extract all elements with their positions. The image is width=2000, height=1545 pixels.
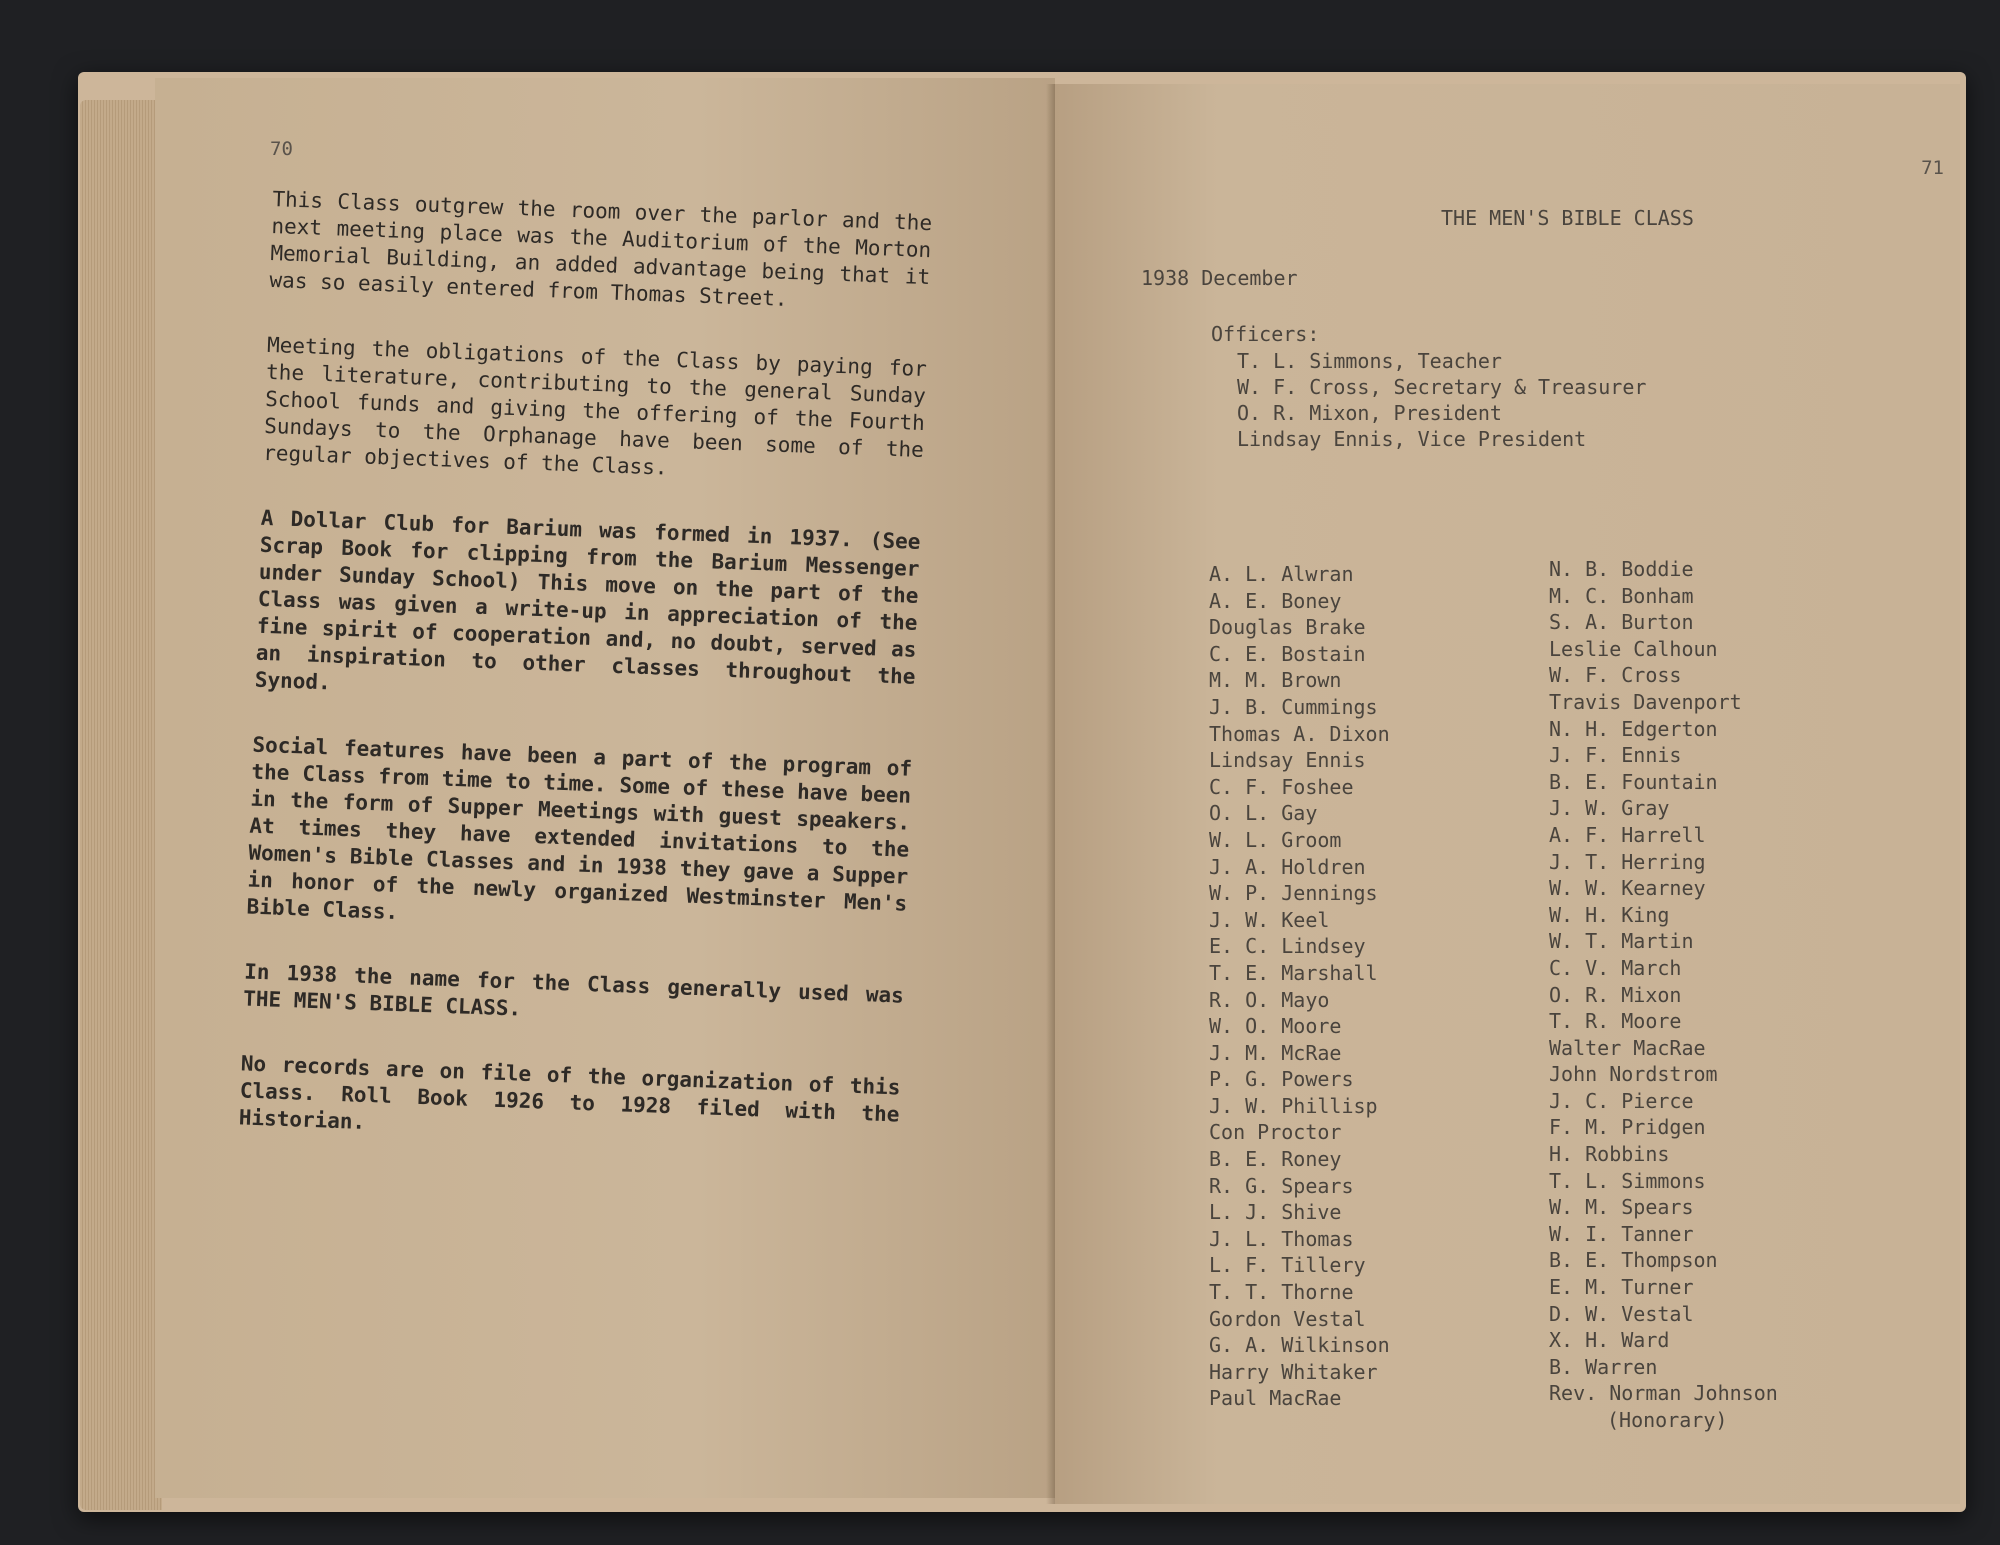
member-name: W. F. Cross [1549, 663, 1682, 688]
officer-item: W. F. Cross, Secretary & Treasurer [1237, 375, 1647, 399]
member-name: B. E. Roney [1209, 1147, 1342, 1172]
member-name: T. L. Simmons [1549, 1168, 1706, 1193]
member-name: B. E. Fountain [1549, 769, 1718, 794]
member-name: B. E. Thompson [1549, 1248, 1718, 1273]
member-name: J. A. Holdren [1209, 854, 1366, 879]
page-edges [80, 100, 162, 1510]
member-name: W. O. Moore [1209, 1014, 1342, 1039]
member-name: N. B. Boddie [1549, 557, 1694, 581]
paragraph-class-name: In 1938 the name for the Class generally used was THE MEN'S BIBLE CLASS. [242, 959, 905, 1021]
member-name: W. M. Spears [1549, 1195, 1694, 1220]
right-page [1055, 84, 1960, 1504]
member-name: Con Proctor [1209, 1120, 1342, 1145]
member-name: R. O. Mayo [1209, 987, 1330, 1012]
member-name: J. C. Pierce [1549, 1088, 1694, 1113]
officer-item: Lindsay Ennis, Vice President [1237, 427, 1587, 451]
roster-date: 1938 December [1141, 266, 1298, 290]
member-name: P. G. Powers [1209, 1067, 1354, 1092]
member-name: O. L. Gay [1209, 801, 1318, 826]
member-name: X. H. Ward [1549, 1328, 1670, 1353]
member-name: H. Robbins [1549, 1142, 1670, 1167]
member-name: J. W. Keel [1209, 907, 1330, 932]
member-name: J. F. Ennis [1549, 743, 1682, 768]
left-page [155, 78, 1055, 1498]
member-name: B. Warren [1549, 1354, 1658, 1379]
paragraph-dollar-club: A Dollar Club for Barium was formed in 1937. (See Scrap Book for clipping from the Barium Messenger under Sunday School) This move on the part of the Class was given a write-up in appreciation of the fine spirit of cooperation and, no doubt, served as an inspiration to other classes throughout the Synod. [254, 505, 921, 695]
member-name: C. F. Foshee [1209, 774, 1354, 799]
officer-item: T. L. Simmons, Teacher [1237, 349, 1502, 373]
member-name: A. F. Harrell [1549, 822, 1706, 847]
member-name: D. W. Vestal [1549, 1301, 1694, 1326]
member-name: W. I. Tanner [1549, 1221, 1694, 1246]
paragraph-obligations: Meeting the obligations of the Class by paying for the literature, contributing to the general Sunday School funds and giving the offering of the Fourth Sundays to the Orphanage have been some of the regular objectives of the Class. [262, 332, 928, 480]
member-name: S. A. Burton [1549, 610, 1694, 635]
member-name: Walter MacRae [1549, 1035, 1706, 1060]
member-name: J. M. McRae [1209, 1040, 1342, 1065]
paragraph-auditorium: This Class outgrew the room over the parlor and the next meeting place was the Auditorium of the Morton Memorial Building, an added advantage being that it was so easily entered from Thomas Street. [269, 186, 933, 311]
member-name: John Nordstrom [1549, 1062, 1718, 1087]
member-name: C. E. Bostain [1209, 641, 1366, 666]
member-name: J. W. Phillisp [1209, 1093, 1378, 1118]
members-column-1 [1209, 561, 1390, 1412]
members-column-2 [1549, 556, 1778, 1434]
member-name: C. V. March [1549, 955, 1682, 980]
member-name: L. J. Shive [1209, 1200, 1342, 1225]
member-name: J. B. Cummings [1209, 694, 1378, 719]
member-name: Leslie Calhoun [1549, 636, 1718, 661]
member-name: E. M. Turner [1549, 1275, 1694, 1300]
member-name: W. L. Groom [1209, 827, 1342, 852]
page-number-left: 70 [270, 138, 293, 160]
member-name: F. M. Pridgen [1549, 1115, 1706, 1140]
member-name: J. W. Gray [1549, 796, 1670, 821]
member-name: A. L. Alwran [1209, 562, 1354, 586]
paragraph-social-features: Social features have been a part of the program of the Class from time to time. Some of these have been in the form of Supper Meetings with guest speakers. At times they have extended invitations to the Women's Bible Classes and in 1938 they gave a Supper in honor of the newly organized Westminster Men's Bible Class. [246, 732, 913, 925]
member-name: Lindsay Ennis [1209, 748, 1366, 773]
member-name: N. H. Edgerton [1549, 716, 1718, 741]
member-name: Gordon Vestal [1209, 1306, 1366, 1331]
member-name: W. T. Martin [1549, 929, 1694, 954]
officers-list [1237, 348, 1646, 452]
member-name: W. W. Kearney [1549, 876, 1706, 901]
member-name: T. T. Thorne [1209, 1280, 1354, 1305]
member-name: W. P. Jennings [1209, 881, 1378, 906]
page-number-right: 71 [1921, 157, 1944, 179]
member-name: Paul MacRae [1209, 1386, 1342, 1411]
class-title: THE MEN'S BIBLE CLASS [1441, 206, 1694, 230]
member-name: R. G. Spears [1209, 1173, 1354, 1198]
officer-item: O. R. Mixon, President [1237, 401, 1502, 425]
member-name: T. E. Marshall [1209, 960, 1378, 985]
member-name: Harry Whitaker [1209, 1359, 1378, 1384]
member-name: Thomas A. Dixon [1209, 721, 1390, 746]
member-name: M. C. Bonham [1549, 583, 1694, 608]
member-name: J. L. Thomas [1209, 1226, 1354, 1251]
left-page-body [237, 186, 933, 1194]
paragraph-records: No records are on file of the organization of this Class. Roll Book 1926 to 1928 filed with the Historian. [238, 1051, 901, 1134]
honorary-note: (Honorary) [1607, 1408, 1728, 1432]
member-name: J. T. Herring [1549, 849, 1706, 874]
officers-label: Officers: [1211, 322, 1320, 346]
member-name: W. H. King [1549, 902, 1670, 927]
member-name: M. M. Brown [1209, 668, 1342, 693]
member-name: Douglas Brake [1209, 615, 1366, 640]
member-name: O. R. Mixon [1549, 982, 1682, 1007]
member-name: Travis Davenport [1549, 689, 1742, 714]
member-name: L. F. Tillery [1209, 1253, 1366, 1278]
member-name: E. C. Lindsey [1209, 934, 1366, 959]
member-name: A. E. Boney [1209, 588, 1342, 613]
member-name: T. R. Moore [1549, 1009, 1682, 1034]
member-name: Rev. Norman Johnson [1549, 1381, 1778, 1406]
member-name: G. A. Wilkinson [1209, 1333, 1390, 1358]
